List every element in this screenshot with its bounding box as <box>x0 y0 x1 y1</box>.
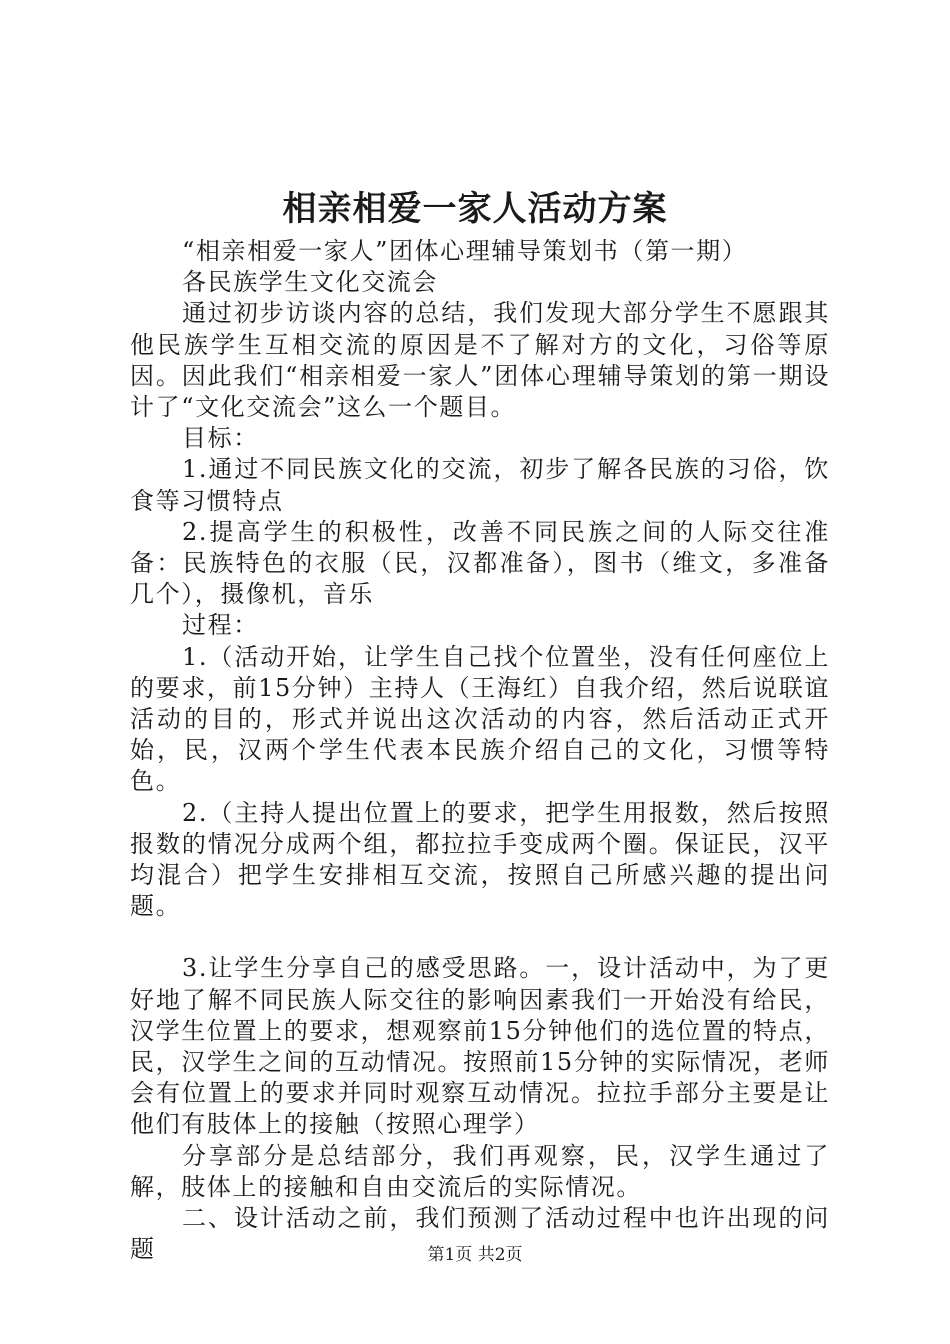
document-title: 相亲相爱一家人活动方案 <box>282 189 668 229</box>
paragraph-goal-2: 2.提高学生的积极性，改善不同民族之间的人际交往准备：民族特色的衣服（民，汉都准备），图书（维文，多准备几个），摄像机，音乐 <box>130 517 830 609</box>
paragraph-process-heading: 过程： <box>182 611 259 640</box>
paragraph-process-1: 1.（活动开始，让学生自己找个位置坐，没有任何座位上的要求，前15分钟）主持人（王海红）自我介绍，然后说联谊活动的目的，形式并说出这次活动的内容，然后活动正式开始，民，汉两个学生代表本民族介绍自己的文化，习惯等特色。 <box>130 642 830 796</box>
paragraph-sharing: 分享部分是总结部分，我们再观察，民，汉学生通过了解，肢体上的接触和自由交流后的实际情况。 <box>130 1141 830 1201</box>
paragraph-goal-1: 1.通过不同民族文化的交流，初步了解各民族的习俗，饮食等习惯特点 <box>130 455 830 515</box>
paragraph-prediction: 二、设计活动之前，我们预测了活动过程中也许出现的问题 <box>130 1204 830 1264</box>
paragraph-intro: 通过初步访谈内容的总结，我们发现大部分学生不愿跟其他民族学生互相交流的原因是不了解对方的文化，习俗等原因。因此我们“相亲相爱一家人”团体心理辅导策划的第一期设计了“文化交流会”这么一个题目。 <box>130 299 830 422</box>
paragraph-process-3: 3.让学生分享自己的感受思路。一，设计活动中，为了更好地了解不同民族人际交往的影响因素我们一开始没有给民，汉学生位置上的要求，想观察前15分钟他们的选位置的特点，民，汉学生之间的互动情况。按照前15分钟的实际情况，老师会有位置上的要求并同时观察互动情况。拉拉手部分主要是让他们有肢体上的接触（按照心理学） <box>130 954 830 1139</box>
paragraph-goals-heading: 目标： <box>182 424 259 453</box>
paragraph-subtitle: “相亲相爱一家人”团体心理辅导策划书（第一期） <box>182 237 748 265</box>
paragraph-process-2: 2.（主持人提出位置上的要求，把学生用报数，然后按照报数的情况分成两个组，都拉拉手变成两个圈。保证民，汉平均混合）把学生安排相互交流，按照自己所感兴趣的提出问题。 <box>130 798 830 921</box>
paragraph-event-name: 各民族学生文化交流会 <box>182 268 438 297</box>
document-body <box>130 236 830 1266</box>
page-number-footer: 第1页 共2页 <box>427 1245 523 1265</box>
